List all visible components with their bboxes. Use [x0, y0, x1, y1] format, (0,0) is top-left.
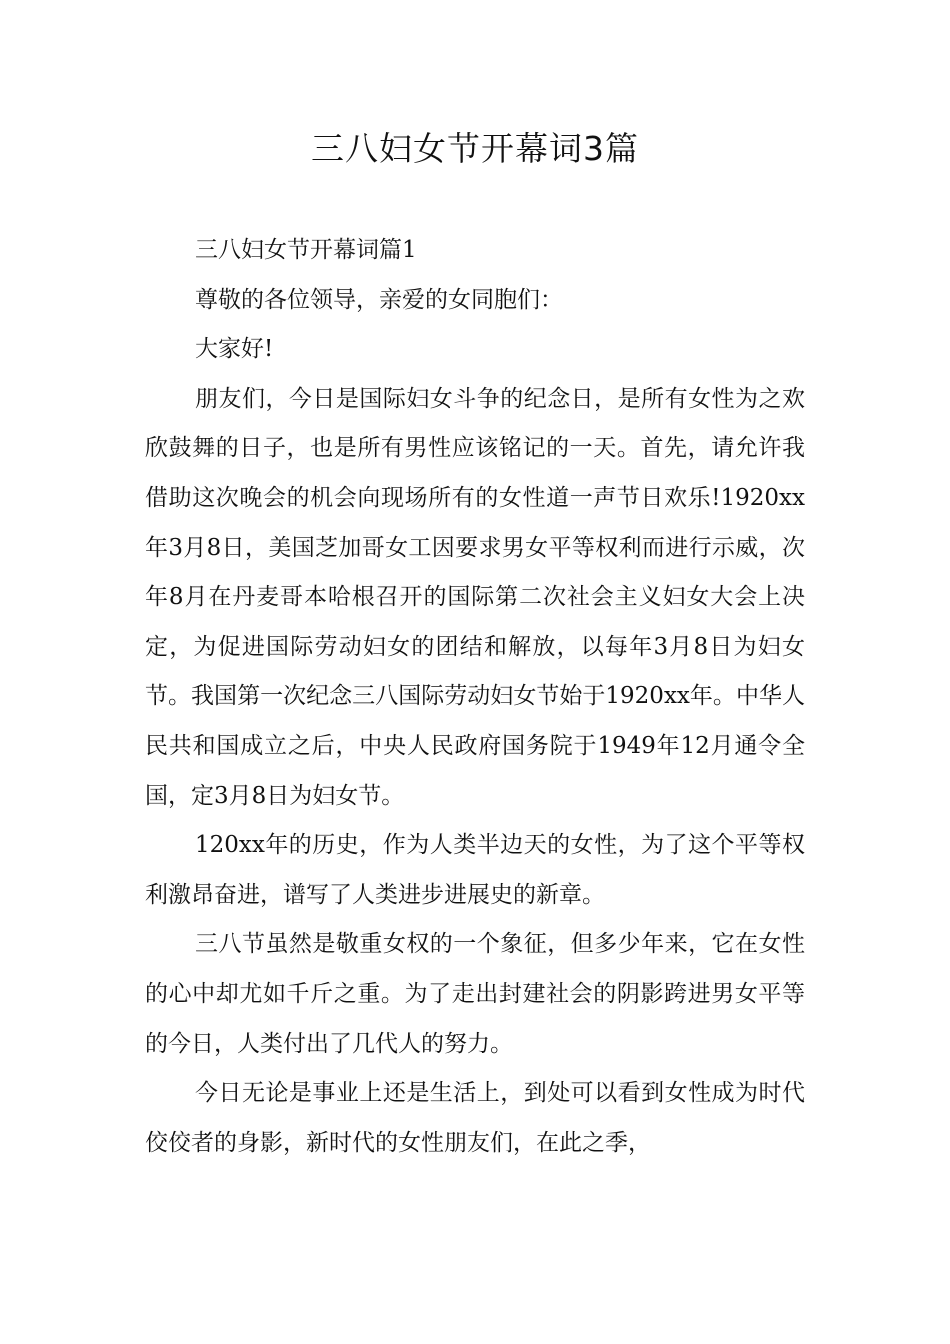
greeting: 大家好!: [195, 336, 274, 363]
document-title: 三八妇女节开幕词3篇: [311, 129, 639, 168]
paragraph: 今日无论是事业上还是生活上，到处可以看到女性成为时代佼佼者的身影，新时代的女性朋友们，在此之季，: [145, 1080, 805, 1156]
paragraph: 三八节虽然是敬重女权的一个象征，但多少年来，它在女性的心中却尤如千斤之重。为了走出封建社会的阴影跨进男女平等的今日，人类付出了几代人的努力。: [145, 931, 805, 1057]
document-body: [145, 226, 805, 1168]
paragraph: 120xx年的历史，作为人类半边天的女性，为了这个平等权利激昂奋进，谱写了人类进步进展史的新章。: [145, 832, 805, 908]
section-heading: 三八妇女节开幕词篇1: [195, 237, 417, 263]
paragraph: 朋友们，今日是国际妇女斗争的纪念日，是所有女性为之欢欣鼓舞的日子，也是所有男性应该铭记的一天。首先，请允许我借助这次晚会的机会向现场所有的女性道一声节日欢乐!1920xx年3月8日，美国芝加哥女工因要求男女平等权利而进行示威，次年8月在丹麦哥本哈根召开的国际第二次社会主义妇女大会上决定，为促进国际劳动妇女的团结和解放，以每年3月8日为妇女节。我国第一次纪念三八国际劳动妇女节始于1920xx年。中华人民共和国成立之后，中央人民政府国务院于1949年12月通令全国，定3月8日为妇女节。: [145, 385, 805, 809]
salutation: 尊敬的各位领导，亲爱的女同胞们：: [195, 286, 563, 313]
